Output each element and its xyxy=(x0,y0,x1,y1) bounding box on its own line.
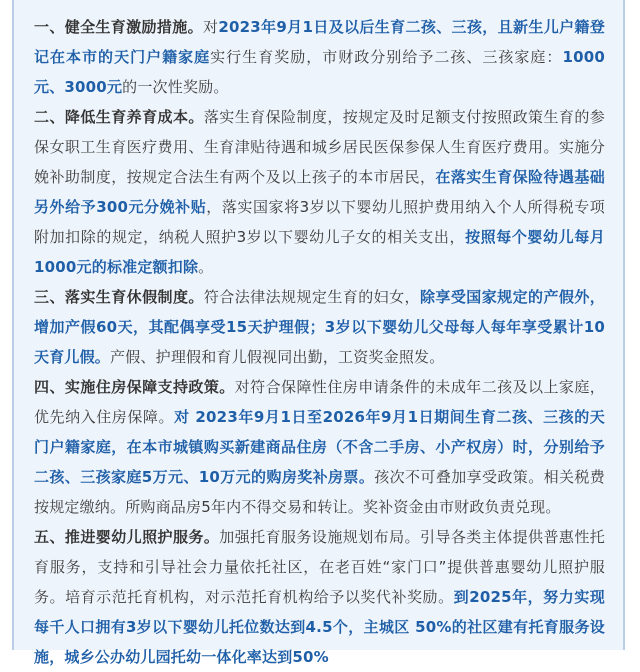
body-text: ，落实国家将3岁以下婴幼儿照护费用纳入个人所得税专项附加扣除的规定，纳税人照护3岁以下婴幼儿子女的相关支出， xyxy=(34,198,605,246)
section-heading: 二、降低生育养育成本。 xyxy=(34,108,204,126)
section-3-leave-system xyxy=(34,282,605,372)
highlighted-text: 在落实生育保险待遇基础另外给予300元分娩补贴 xyxy=(34,168,606,216)
body-text: 孩次不可叠加享受政策。相关税费按规定缴纳。所购商品房5年内不得交易和转让。奖补资金由市财政负责兑现。 xyxy=(34,468,605,516)
policy-text-panel xyxy=(12,0,625,666)
body-text: 落实生育保险制度，按规定及时足额支付按照政策生育的参保女职工生育医疗费用、生育津贴待遇和城乡居民医保参保人生育医疗费用。实施分娩补助制度，按规定合法生有两个及以上孩子的本市居民， xyxy=(34,108,605,186)
section-heading: 一、健全生育激励措施。 xyxy=(34,18,203,36)
body-text: 。 xyxy=(198,258,214,276)
section-1-birth-incentive xyxy=(34,12,605,102)
highlighted-text: 对 2023年9月1日至2026年9月1日期间生育二孩、三孩的天门户籍家庭，在本市城镇购买新建商品住房（不含二手房、小产权房）时，分别给予二孩、三孩家庭5万元、10万元的购房奖补房票。 xyxy=(34,408,605,486)
body-text: 的一次性奖励。 xyxy=(122,78,229,96)
section-heading: 四、实施住房保障支持政策。 xyxy=(34,378,235,396)
body-text: 加强托育服务设施规划布局。引导各类主体提供普惠性托育服务，支持和引导社会力量依托社区，在老百姓“家门口”提供普惠婴幼儿照护服务。培育示范托育机构，对示范托育机构给予以奖代补奖励。 xyxy=(34,528,605,606)
body-text: 对 xyxy=(202,18,219,36)
highlighted-text: 到2025年，努力实现每千人口拥有3岁以下婴幼儿托位数达到4.5个，主城区 50%的社区建有托育服务设施，城乡公办幼儿园托幼一体化率达到50% xyxy=(34,588,606,666)
section-5-infant-care xyxy=(34,522,605,672)
highlighted-text: 除享受国家规定的产假外，增加产假60天，其配偶享受15天护理假；3岁以下婴幼儿父母每人每年享受累计10天育儿假。 xyxy=(34,288,605,366)
highlighted-text: 1000元、3000元 xyxy=(34,48,606,96)
highlighted-text: 2023年9月1日及以后生育二孩、三孩，且新生儿户籍登记在本市的天门户籍家庭 xyxy=(34,18,605,66)
section-4-housing-support xyxy=(34,372,605,522)
body-text: 符合法律法规规定生育的妇女， xyxy=(203,288,420,306)
section-2-reduce-costs xyxy=(34,102,605,282)
body-text: 对符合保障性住房申请条件的未成年二孩及以上家庭，优先纳入住房保障。 xyxy=(34,378,605,426)
body-text: 产假、护理假和育儿假视同出勤，工资奖金照发。 xyxy=(110,348,445,366)
highlighted-text: 按照每个婴幼儿每月1000元的标准定额扣除 xyxy=(34,228,605,276)
section-heading: 五、推进婴幼儿照护服务。 xyxy=(34,528,220,546)
body-text: 实行生育奖励，市财政分别给予二孩、三孩家庭： xyxy=(210,48,563,66)
section-heading: 三、落实生育休假制度。 xyxy=(34,288,204,306)
